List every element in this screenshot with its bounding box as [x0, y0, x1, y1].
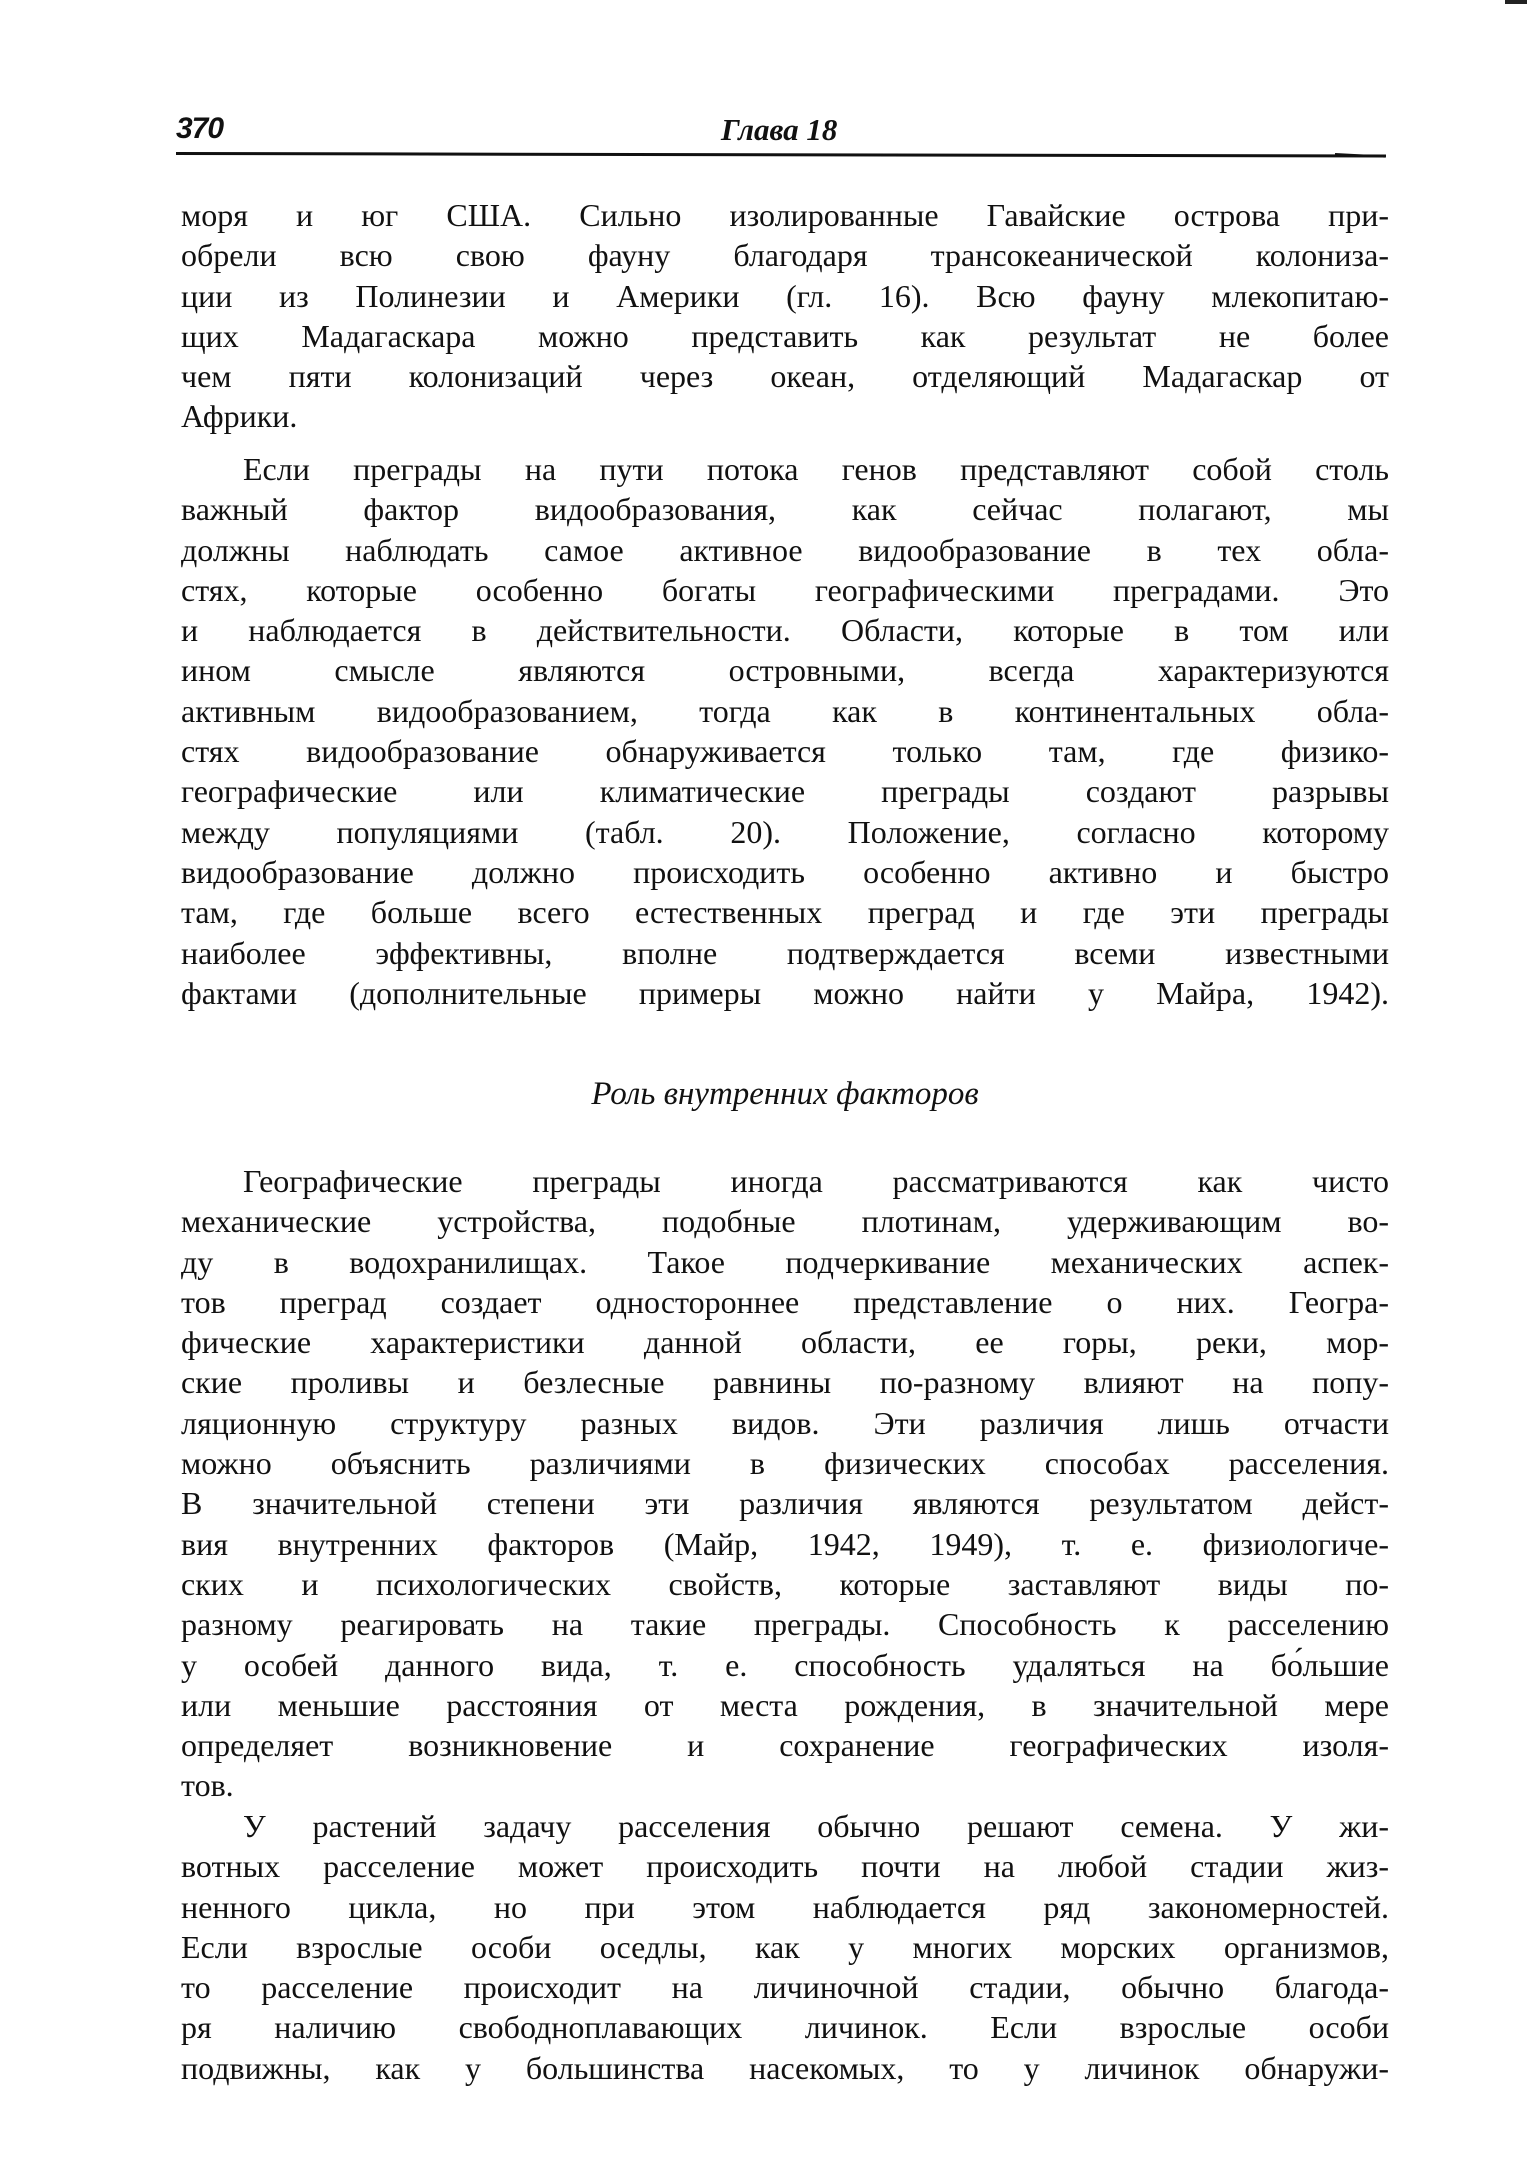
text-line: Африки. [181, 398, 298, 435]
text-line: вотных расселение может происходить почти на любой стадии жиз- [181, 1848, 1389, 1885]
text-line: моря и юг США. Сильно изолированные Гавайские острова при- [181, 197, 1389, 233]
text-line: В значительной степени эти различия являются результатом дейст- [181, 1485, 1389, 1522]
text-line: тов преград создает одностороннее представление о них. Геогра- [181, 1283, 1389, 1320]
text-line: щих Мадагаскара можно представить как результат не более [181, 317, 1389, 354]
paragraph-3 [181, 1161, 1389, 1806]
paragraph-1 [181, 195, 1389, 437]
text-line: Если взрослые особи оседлы, как у многих морских организмов, [181, 1928, 1389, 1965]
text-line: тов. [181, 1767, 234, 1804]
text-line: важный фактор видообразования, как сейчас полагают, мы [181, 491, 1389, 528]
chapter-title: Глава 18 [721, 112, 838, 147]
text-line: стях видообразование обнаруживается только там, где физико- [181, 733, 1389, 770]
text-line: Географические преграды иногда рассматриваются как чисто [243, 1163, 1389, 1199]
text-line: то расселение происходит на личиночной стадии, обычно благода- [181, 1969, 1389, 2006]
text-line: ские проливы и безлесные равнины по-разному влияют на попу- [181, 1364, 1389, 1401]
text-line: стях, которые особенно богаты географическими преградами. Это [181, 571, 1389, 608]
text-line: Если преграды на пути потока генов представляют собой столь [243, 451, 1389, 487]
section-heading: Роль внутренних факторов [591, 1076, 979, 1112]
text-line: ции из Полинезии и Америки (гл. 16). Всю фауну млекопитаю- [181, 277, 1389, 314]
text-line: между популяциями (табл. 20). Положение, согласно которому [181, 813, 1389, 850]
header-rule [176, 152, 1386, 158]
text-line: ляционную структуру разных видов. Эти различия лишь отчасти [181, 1404, 1389, 1441]
text-line: наиболее эффективны, вполне подтверждается всеми известными [181, 934, 1389, 971]
text-line: определяет возникновение и сохранение географических изоля- [181, 1727, 1389, 1764]
page-number: 370 [176, 112, 224, 145]
text-line: ских и психологических свойств, которые заставляют виды по- [181, 1565, 1389, 1602]
paragraph-4 [181, 1806, 1389, 2088]
text-line: ненного цикла, но при этом наблюдается ряд закономерностей. [181, 1888, 1389, 1925]
text-line: фические характеристики данной области, ее горы, реки, мор- [181, 1324, 1389, 1361]
text-line: ду в водохранилищах. Такое подчеркивание механических аспек- [181, 1243, 1389, 1280]
text-line: разному реагировать на такие преграды. Способность к расселению [181, 1606, 1389, 1643]
text-line: фактами (дополнительные примеры можно найти у Майра, 1942). [181, 974, 1389, 1011]
text-line: чем пяти колонизаций через океан, отделяющий Мадагаскар от [181, 358, 1389, 395]
text-line: механические устройства, подобные плотинам, удерживающим во- [181, 1203, 1389, 1240]
text-line: там, где больше всего естественных преград и где эти преграды [181, 894, 1389, 931]
text-line: вия внутренних факторов (Майр, 1942, 1949), т. е. физиологиче- [181, 1525, 1389, 1562]
text-line: ря наличию свободноплавающих личинок. Если взрослые особи [181, 2009, 1389, 2046]
text-line: можно объяснить различиями в физических способах расселения. [181, 1445, 1389, 1482]
scan-artifact [1505, 0, 1527, 4]
text-line: у особей данного вида, т. е. способность удаляться на бо́льшие [181, 1646, 1389, 1683]
text-line: обрели всю свою фауну благодаря трансокеанической колониза- [181, 237, 1389, 274]
text-line: У растений задачу расселения обычно решают семена. У жи- [243, 1808, 1389, 1844]
text-line: видообразование должно происходить особенно активно и быстро [181, 853, 1389, 890]
text-line: должны наблюдать самое активное видообразование в тех обла- [181, 531, 1389, 568]
text-line: географические или климатические преграды создают разрывы [181, 773, 1389, 810]
text-line: или меньшие расстояния от места рождения, в значительной мере [181, 1686, 1389, 1723]
text-line: и наблюдается в действительности. Области, которые в том или [181, 612, 1389, 649]
text-line: активным видообразованием, тогда как в континентальных обла- [181, 692, 1389, 729]
running-head [176, 112, 1390, 152]
text-line: подвижны, как у большинства насекомых, то у личинок обнаружи- [181, 2049, 1389, 2086]
paragraph-2 [181, 449, 1389, 1013]
text-line: ином смысле являются островными, всегда характеризуются [181, 652, 1389, 689]
